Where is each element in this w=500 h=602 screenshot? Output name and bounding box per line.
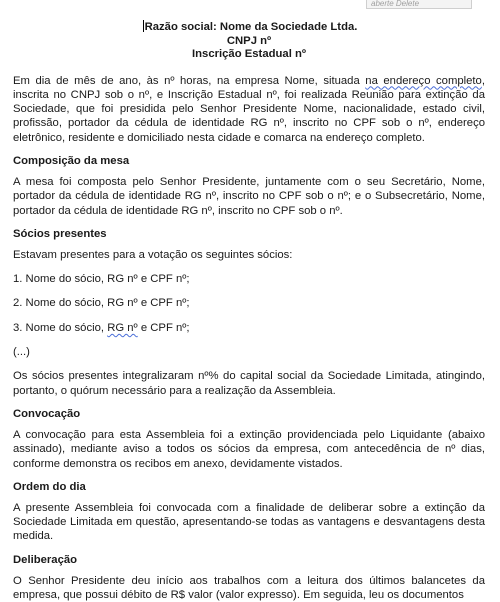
composicao-paragraph: A mesa foi composta pelo Senhor Presidente, juntamente com o seu Secretário, Nome, portador da cédula de identidade RG nº, inscrito no CPF sob o nº; e o Subsecretário, Nome, portador da cédula de identidade RG nº, inscrito no CPF sob o nº.: [13, 175, 485, 217]
section-heading-deliberacao: Deliberação: [13, 553, 78, 566]
socios-intro: Estavam presentes para a votação os seguintes sócios:: [13, 248, 293, 261]
section-heading-ordem: Ordem do dia: [13, 480, 86, 493]
socio-item-3: 3. Nome do sócio, RG nº e CPF nº;: [13, 321, 190, 334]
convocacao-paragraph: A convocação para esta Assembleia foi a extinção providenciada pelo Liquidante (abaixo assinado), mediante aviso a todos os sócios da empresa, com antecedência de nº dias, conforme demonstra os recibos em anexo, devidamente vistados.: [13, 428, 485, 470]
company-name-line: Razão social: Nome da Sociedade Ltda.: [144, 21, 358, 33]
intro-paragraph: Em dia de mês de ano, às nº horas, na empresa Nome, situada na endereço completo, inscrita no CNPJ sob o nº, e Inscrição Estadual nº, foi realizada Reunião para extinção da Sociedade, que foi presidida pelo Senhor Presidente Nome, nacionalidade, estado civil, profissão, portador da cédula de identidade RG nº, inscrito no CPF sob o nº, endereço eletrônico, residente e domiciliado nesta cidade e comarca na endereço completo.: [13, 74, 485, 144]
text-cursor: [143, 20, 144, 32]
socio-item-1: 1. Nome do sócio, RG nº e CPF nº;: [13, 273, 190, 286]
quorum-paragraph: Os sócios presentes integralizaram nº% do capital social da Sociedade Limitada, atingindo, portanto, o quórum necessário para a realização da Assembleia.: [13, 370, 485, 397]
section-heading-socios: Sócios presentes: [13, 227, 107, 240]
socio-item-2: 2. Nome do sócio, RG nº e CPF nº;: [13, 297, 190, 310]
ellipsis: (...): [13, 346, 30, 359]
rg-link[interactable]: RG nº: [107, 321, 138, 334]
document-page: [13, 20, 485, 602]
deliberacao-paragraph: O Senhor Presidente deu início aos trabalhos com a leitura dos últimos balancetes da empresa, que possui débito de R$ valor (valor expresso). Em seguida, leu os documentos: [13, 574, 485, 602]
tags-field[interactable]: aberte Delete: [366, 0, 472, 9]
section-heading-convocacao: Convocação: [13, 407, 81, 420]
state-registration-line: Inscrição Estadual nº: [192, 48, 306, 60]
document-header: [13, 20, 485, 62]
cnpj-line: CNPJ nº: [226, 34, 272, 47]
section-heading-composicao: Composição da mesa: [13, 154, 130, 167]
address-link[interactable]: na endereço completo: [365, 74, 482, 87]
ordem-paragraph: A presente Assembleia foi convocada com a finalidade de deliberar sobre a extinção da Sociedade Limitada em questão, apresentando-se todas as vantagens e desvantagens desta medida.: [13, 501, 485, 543]
